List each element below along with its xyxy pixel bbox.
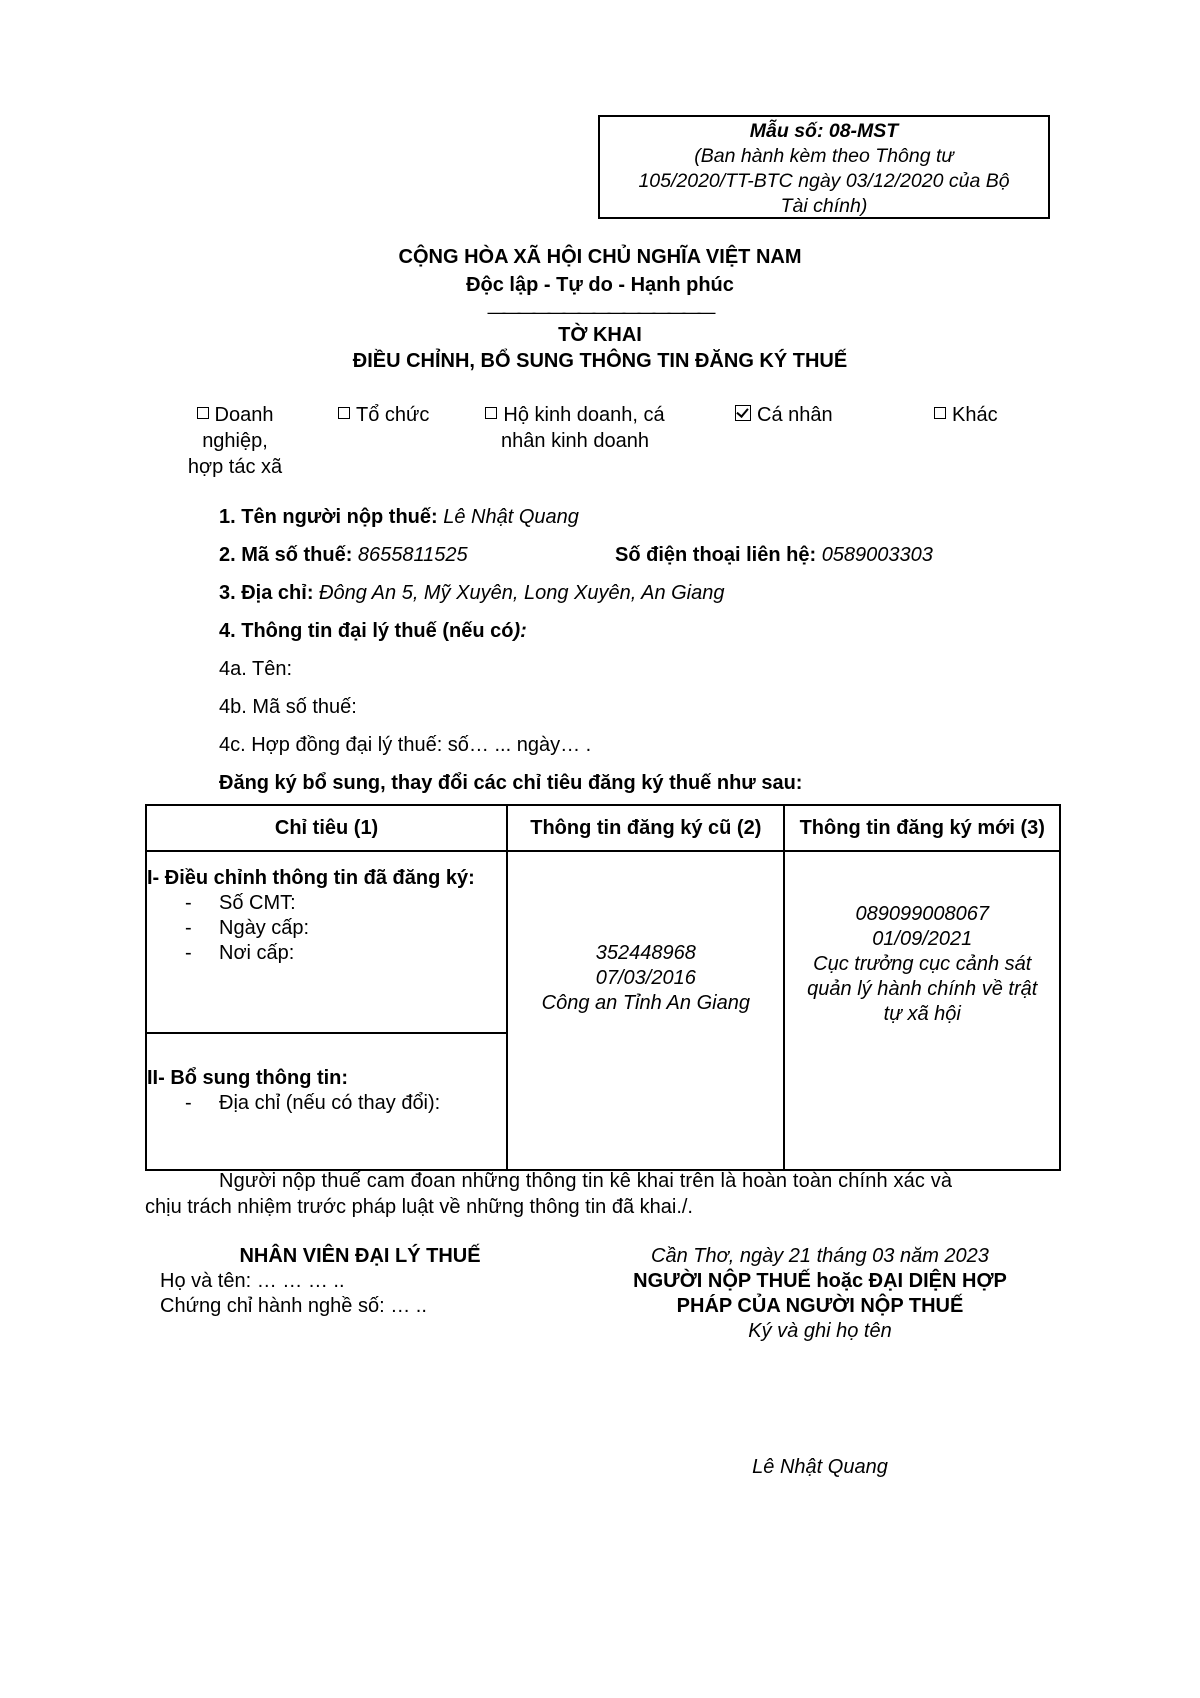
tax-code-value: 8655811525 bbox=[357, 544, 468, 566]
type-option-other[interactable]: Khác bbox=[934, 402, 998, 428]
section-supplement-title: II- Bổ sung thông tin: bbox=[147, 1067, 349, 1089]
old-issue-place: Công an Tỉnh An Giang bbox=[541, 992, 750, 1014]
document-title: TỜ KHAI bbox=[558, 324, 642, 346]
list-item: - Địa chỉ (nếu có thay đổi): bbox=[147, 1091, 506, 1116]
agent-name-label: 4a. Tên: bbox=[219, 658, 293, 680]
type-option-individual[interactable]: Cá nhân bbox=[735, 402, 833, 428]
taxpayer-name-label: 1. Tên người nộp thuế: bbox=[219, 506, 438, 528]
address-row bbox=[219, 580, 725, 606]
new-issue-place: Cục trưởng cục cảnh sát bbox=[813, 953, 1032, 975]
form-circular-line: Tài chính) bbox=[780, 195, 868, 217]
address-label: 3. Địa chỉ: bbox=[219, 582, 314, 604]
old-info-cell bbox=[507, 851, 784, 1170]
column-header: Thông tin đăng ký cũ (2) bbox=[507, 805, 784, 851]
section-adjust-cell bbox=[146, 851, 507, 1033]
checkbox-icon[interactable] bbox=[934, 407, 946, 419]
place-date: Cần Thơ, ngày 21 tháng 03 năm 2023 bbox=[651, 1245, 989, 1267]
old-id-number: 352448968 bbox=[595, 942, 696, 964]
list-item: - Nơi cấp: bbox=[147, 941, 506, 966]
new-id-number: 089099008067 bbox=[855, 903, 989, 925]
registration-table bbox=[145, 804, 1061, 1171]
form-circular-line: 105/2020/TT-BTC ngày 03/12/2020 của Bộ bbox=[638, 170, 1010, 192]
new-info-cell bbox=[784, 851, 1060, 1170]
list-item: - Ngày cấp: bbox=[147, 916, 506, 941]
form-circular-line: (Ban hành kèm theo Thông tư bbox=[694, 145, 954, 167]
type-option-household[interactable]: Hộ kinh doanh, cá nhân kinh doanh bbox=[470, 402, 680, 454]
section-adjust-title: I- Điều chỉnh thông tin đã đăng ký: bbox=[147, 867, 475, 889]
agent-tax-code-label: 4b. Mã số thuế: bbox=[219, 696, 357, 718]
tax-code-row bbox=[219, 542, 468, 568]
taxpayer-name-row bbox=[219, 504, 579, 530]
country-name: CỘNG HÒA XÃ HỘI CHỦ NGHĨA VIỆT NAM bbox=[398, 246, 802, 268]
section-adjust-items bbox=[147, 891, 506, 966]
new-issue-place: tự xã hội bbox=[883, 1003, 961, 1025]
type-option-enterprise[interactable]: Doanh nghiệp, hợp tác xã bbox=[187, 404, 283, 478]
checkbox-icon[interactable] bbox=[197, 407, 209, 419]
table-row bbox=[146, 851, 1060, 1033]
address-value: Đông An 5, Mỹ Xuyên, Long Xuyên, An Giang bbox=[319, 582, 725, 604]
section-supplement-items bbox=[147, 1091, 506, 1116]
tax-code-label: 2. Mã số thuế: bbox=[219, 544, 353, 566]
agent-sign-name: Họ và tên: … … … .. bbox=[160, 1270, 345, 1292]
new-issue-place: quản lý hành chính về trật bbox=[807, 978, 1038, 1000]
taxpayer-sign-title: NGƯỜI NỘP THUẾ hoặc ĐẠI DIỆN HỢP bbox=[633, 1270, 1007, 1292]
checkbox-icon[interactable] bbox=[485, 407, 497, 419]
sign-instruction: Ký và ghi họ tên bbox=[748, 1320, 892, 1342]
section-supplement-cell bbox=[146, 1033, 507, 1170]
new-issue-date: 01/09/2021 bbox=[872, 928, 973, 950]
old-issue-date: 07/03/2016 bbox=[595, 967, 696, 989]
checked-checkbox-icon[interactable] bbox=[735, 405, 751, 421]
signer-name: Lê Nhật Quang bbox=[752, 1456, 888, 1478]
form-number: Mẫu số: 08-MST bbox=[749, 120, 899, 142]
declaration-line: chịu trách nhiệm trước pháp luật về những thông tin đã khai./. bbox=[145, 1196, 693, 1218]
declaration-line: Người nộp thuế cam đoan những thông tin kê khai trên là hoàn toàn chính xác và bbox=[219, 1170, 953, 1192]
agent-contract-label: 4c. Hợp đồng đại lý thuế: số… ... ngày… . bbox=[219, 734, 592, 756]
national-motto: Độc lập - Tự do - Hạnh phúc bbox=[466, 274, 734, 296]
form-number-box bbox=[598, 115, 1050, 219]
column-header: Thông tin đăng ký mới (3) bbox=[784, 805, 1060, 851]
agent-sign-title: NHÂN VIÊN ĐẠI LÝ THUẾ bbox=[239, 1245, 481, 1267]
register-intro: Đăng ký bổ sung, thay đổi các chỉ tiêu đăng ký thuế như sau: bbox=[219, 772, 803, 794]
column-header: Chỉ tiêu (1) bbox=[146, 805, 507, 851]
taxpayer-name-value: Lê Nhật Quang bbox=[443, 506, 579, 528]
phone-label: Số điện thoại liên hệ: bbox=[615, 544, 817, 566]
type-option-organization[interactable]: Tổ chức bbox=[338, 402, 429, 428]
list-item: - Số CMT: bbox=[147, 891, 506, 916]
table-header-row bbox=[146, 805, 1060, 851]
taxpayer-sign-title: PHÁP CỦA NGƯỜI NỘP THUẾ bbox=[676, 1295, 964, 1317]
phone-value: 0589003303 bbox=[821, 544, 933, 566]
checkbox-icon[interactable] bbox=[338, 407, 350, 419]
document-subtitle: ĐIỀU CHỈNH, BỔ SUNG THÔNG TIN ĐĂNG KÝ THUẾ bbox=[352, 350, 848, 372]
phone-row bbox=[615, 542, 933, 568]
agent-sign-certificate: Chứng chỉ hành nghề số: … .. bbox=[160, 1295, 427, 1317]
agent-info-heading: 4. Thông tin đại lý thuế (nếu có): bbox=[219, 620, 527, 642]
header-separator: ——————————————— bbox=[487, 302, 713, 322]
